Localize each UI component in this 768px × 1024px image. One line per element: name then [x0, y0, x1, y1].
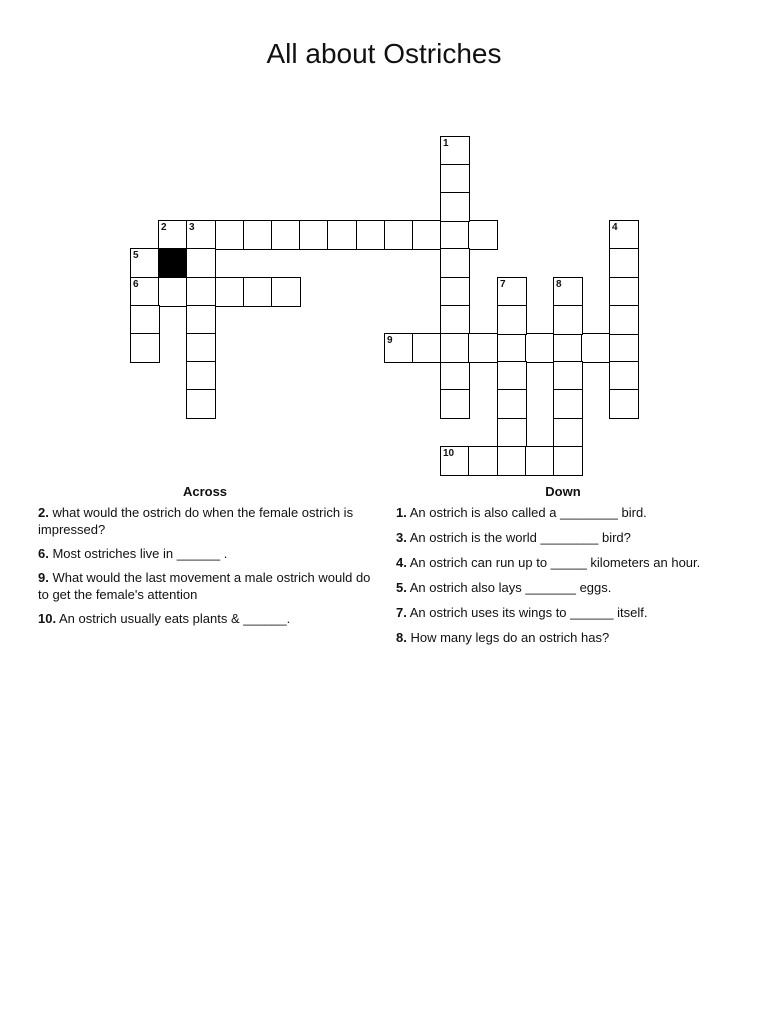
clue-text: How many legs do an ostrich has? — [410, 630, 610, 645]
crossword-cell[interactable] — [440, 446, 470, 476]
crossword-cell[interactable] — [440, 333, 470, 363]
crossword-cell[interactable] — [497, 277, 527, 307]
crossword-cell[interactable] — [412, 220, 442, 250]
crossword-cell[interactable] — [497, 333, 527, 363]
crossword-cell[interactable] — [440, 192, 470, 222]
down-clue — [396, 554, 730, 571]
crossword-cell[interactable] — [553, 305, 583, 335]
crossword-cell[interactable] — [553, 277, 583, 307]
crossword-cell[interactable] — [525, 446, 555, 476]
clue-number: 2. — [38, 505, 49, 520]
clue-number: 7. — [396, 605, 407, 620]
crossword-cell[interactable] — [356, 220, 386, 250]
crossword-cell[interactable] — [497, 446, 527, 476]
crossword-cell[interactable] — [186, 305, 216, 335]
crossword-cell[interactable] — [440, 136, 470, 166]
crossword-cell[interactable] — [186, 220, 216, 250]
crossword-cell[interactable] — [581, 333, 611, 363]
across-clues — [38, 483, 372, 634]
crossword-grid — [0, 0, 768, 470]
clue-text: An ostrich can run up to _____ kilometers an hour. — [409, 555, 701, 570]
crossword-cell[interactable] — [271, 220, 301, 250]
crossword-cell[interactable] — [609, 305, 639, 335]
crossword-cell[interactable] — [243, 277, 273, 307]
crossword-cell[interactable] — [525, 333, 555, 363]
clue-text: An ostrich usually eats plants & ______. — [58, 611, 291, 626]
cell-number: 7 — [500, 279, 506, 290]
clue-number: 4. — [396, 555, 407, 570]
across-clue — [38, 610, 372, 627]
crossword-cell[interactable] — [299, 220, 329, 250]
clue-number: 8. — [396, 630, 407, 645]
crossword-cell[interactable] — [130, 248, 160, 278]
crossword-cell[interactable] — [497, 418, 527, 448]
clue-text: An ostrich also lays _______ eggs. — [409, 580, 612, 595]
clue-number: 3. — [396, 530, 407, 545]
cell-number: 5 — [133, 250, 139, 261]
crossword-cell[interactable] — [553, 361, 583, 391]
crossword-cell[interactable] — [440, 220, 470, 250]
crossword-cell[interactable] — [158, 220, 188, 250]
crossword-cell[interactable] — [553, 418, 583, 448]
crossword-cell[interactable] — [440, 277, 470, 307]
crossword-cell[interactable] — [440, 389, 470, 419]
down-clue — [396, 579, 730, 596]
crossword-cell[interactable] — [271, 277, 301, 307]
crossword-cell[interactable] — [553, 389, 583, 419]
crossword-cell[interactable] — [384, 333, 414, 363]
clue-number: 10. — [38, 611, 57, 626]
crossword-cell[interactable] — [186, 361, 216, 391]
down-heading: Down — [545, 484, 581, 499]
clue-text: what would the ostrich do when the female ostrich is impressed? — [38, 505, 354, 537]
clue-number: 5. — [396, 580, 407, 595]
across-heading: Across — [182, 484, 228, 499]
crossword-cell[interactable] — [215, 277, 245, 307]
crossword-cell[interactable] — [440, 305, 470, 335]
crossword-cell[interactable] — [186, 389, 216, 419]
crossword-cell[interactable] — [497, 305, 527, 335]
crossword-cell[interactable] — [440, 248, 470, 278]
cell-number: 10 — [443, 448, 455, 459]
down-clue — [396, 604, 730, 621]
crossword-cell[interactable] — [215, 220, 245, 250]
across-clue — [38, 504, 372, 538]
crossword-cell[interactable] — [327, 220, 357, 250]
crossword-cell[interactable] — [384, 220, 414, 250]
crossword-cell[interactable] — [440, 164, 470, 194]
crossword-cell[interactable] — [553, 446, 583, 476]
clue-text: An ostrich is the world ________ bird? — [409, 530, 631, 545]
crossword-black-cell — [158, 248, 188, 278]
cell-number: 6 — [133, 279, 139, 290]
clue-number: 9. — [38, 570, 49, 585]
crossword-cell[interactable] — [130, 277, 160, 307]
cell-number: 4 — [612, 222, 618, 233]
cell-number: 1 — [443, 138, 449, 149]
crossword-cell[interactable] — [609, 389, 639, 419]
crossword-cell[interactable] — [468, 333, 498, 363]
crossword-cell[interactable] — [553, 333, 583, 363]
crossword-cell[interactable] — [130, 305, 160, 335]
crossword-cell[interactable] — [440, 361, 470, 391]
crossword-cell[interactable] — [158, 277, 188, 307]
across-clue — [38, 545, 372, 562]
clue-number: 1. — [396, 505, 407, 520]
clue-text: An ostrich uses its wings to ______ itself. — [409, 605, 648, 620]
crossword-cell[interactable] — [609, 248, 639, 278]
across-clue — [38, 569, 372, 603]
down-clue — [396, 504, 730, 521]
clue-text: Most ostriches live in ______ . — [52, 546, 228, 561]
cell-number: 8 — [556, 279, 562, 290]
crossword-cell[interactable] — [609, 333, 639, 363]
crossword-cell[interactable] — [186, 248, 216, 278]
crossword-cell[interactable] — [609, 220, 639, 250]
clue-text: What would the last movement a male ostrich would do to get the female's attention — [38, 570, 371, 602]
down-clues — [396, 483, 730, 654]
crossword-cell[interactable] — [468, 446, 498, 476]
clue-text: An ostrich is also called a ________ bird. — [409, 505, 647, 520]
page-title: All about Ostriches — [266, 38, 502, 69]
crossword-cell[interactable] — [609, 277, 639, 307]
cell-number: 3 — [189, 222, 195, 233]
down-clue — [396, 529, 730, 546]
crossword-cell[interactable] — [468, 220, 498, 250]
cell-number: 9 — [387, 335, 393, 346]
down-clue — [396, 629, 730, 646]
crossword-cell[interactable] — [412, 333, 442, 363]
clue-number: 6. — [38, 546, 49, 561]
crossword-cell[interactable] — [609, 361, 639, 391]
crossword-cell[interactable] — [497, 361, 527, 391]
crossword-cell[interactable] — [186, 277, 216, 307]
crossword-cell[interactable] — [130, 333, 160, 363]
crossword-cell[interactable] — [243, 220, 273, 250]
crossword-cell[interactable] — [186, 333, 216, 363]
cell-number: 2 — [161, 222, 167, 233]
crossword-cell[interactable] — [497, 389, 527, 419]
